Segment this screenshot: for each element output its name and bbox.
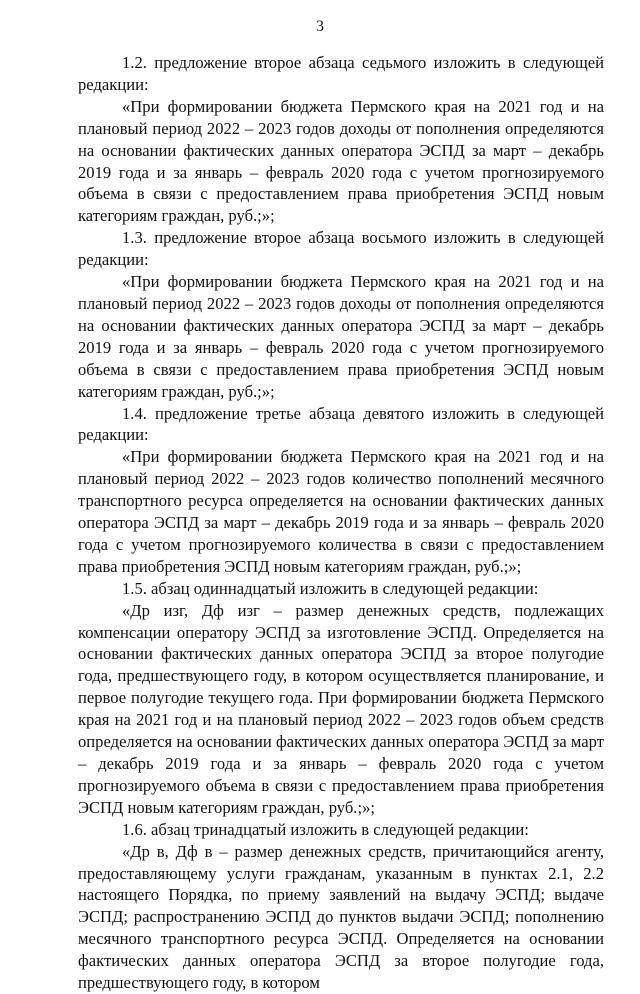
paragraph-1-3-heading: 1.3. предложение второе абзаца восьмого изложить в следующей редакции: bbox=[78, 228, 604, 270]
document-body bbox=[78, 52, 604, 994]
paragraph-1-6-text: «Др в, Дф в – размер денежных средств, причитающийся агенту, предоставляющему услуги гражданам, указанным в пунктах 2.1, 2.2 настоящего Порядка, по приему заявлений на выдачу ЭСПД; выдаче ЭСПД; распространению ЭСПД до пунктов выдачи ЭСПД; пополнению месячного транспортного ресурса ЭСПД. Определяется на основании фактических данных оператора ЭСПД за второе полугодие года, предшествующего году, в котором bbox=[78, 841, 604, 993]
paragraph-1-6-heading: 1.6. абзац тринадцатый изложить в следующей редакции: bbox=[122, 819, 529, 839]
paragraph-1-4-heading: 1.4. предложение третье абзаца девятого изложить в следующей редакции: bbox=[78, 403, 604, 445]
paragraph-1-4-text: «При формировании бюджета Пермского края на 2021 год и на плановый период 2022 – 2023 годов количество пополнений месячного транспортного ресурса определяется на основании фактических данных оператора ЭСПД за март – декабрь 2019 года и за январь – февраль 2020 года с учетом прогнозируемого количества в связи с предоставлением права приобретения ЭСПД новым категориям граждан, руб.;»; bbox=[78, 447, 604, 576]
paragraph-1-2-text: «При формировании бюджета Пермского края на 2021 год и на плановый период 2022 – 2023 годов доходы от пополнения определяются на основании фактических данных оператора ЭСПД за март – декабрь 2019 года и за январь – февраль 2020 года с учетом прогнозируемого объема в связи с предоставлением права приобретения ЭСПД новым категориям граждан, руб.;»; bbox=[78, 96, 604, 226]
paragraph-1-2-heading: 1.2. предложение второе абзаца седьмого изложить в следующей редакции: bbox=[78, 53, 604, 94]
paragraph-1-5-text: «Др изг, Дф изг – размер денежных средств, подлежащих компенсации оператору ЭСПД за изготовление ЭСПД. Определяется на основании фактических данных оператора ЭСПД за второе полугодие года, предшествующего году, в котором осуществляется планирование, и первое полугодие текущего года. При формировании бюджета Пермского края на 2021 год и на плановый период 2022 – 2023 годов объем средств определяется на основании фактических данных оператора ЭСПД за март – декабрь 2019 года и за январь – февраль 2020 года с учетом прогнозируемого объема в связи с предоставлением права приобретения ЭСПД новым категориям граждан, руб.;»; bbox=[78, 600, 604, 817]
page-number: 3 bbox=[316, 18, 324, 35]
paragraph-1-5-heading: 1.5. абзац одиннадцатый изложить в следующей редакции: bbox=[122, 578, 539, 598]
paragraph-1-3-text: «При формировании бюджета Пермского края на 2021 год и на плановый период 2022 – 2023 годов доходы от пополнения определяются на основании фактических данных оператора ЭСПД за март – декабрь 2019 года и за январь – февраль 2020 года с учетом прогнозируемого объема в связи с предоставлением права приобретения ЭСПД новым категориям граждан, руб.;»; bbox=[78, 272, 604, 401]
